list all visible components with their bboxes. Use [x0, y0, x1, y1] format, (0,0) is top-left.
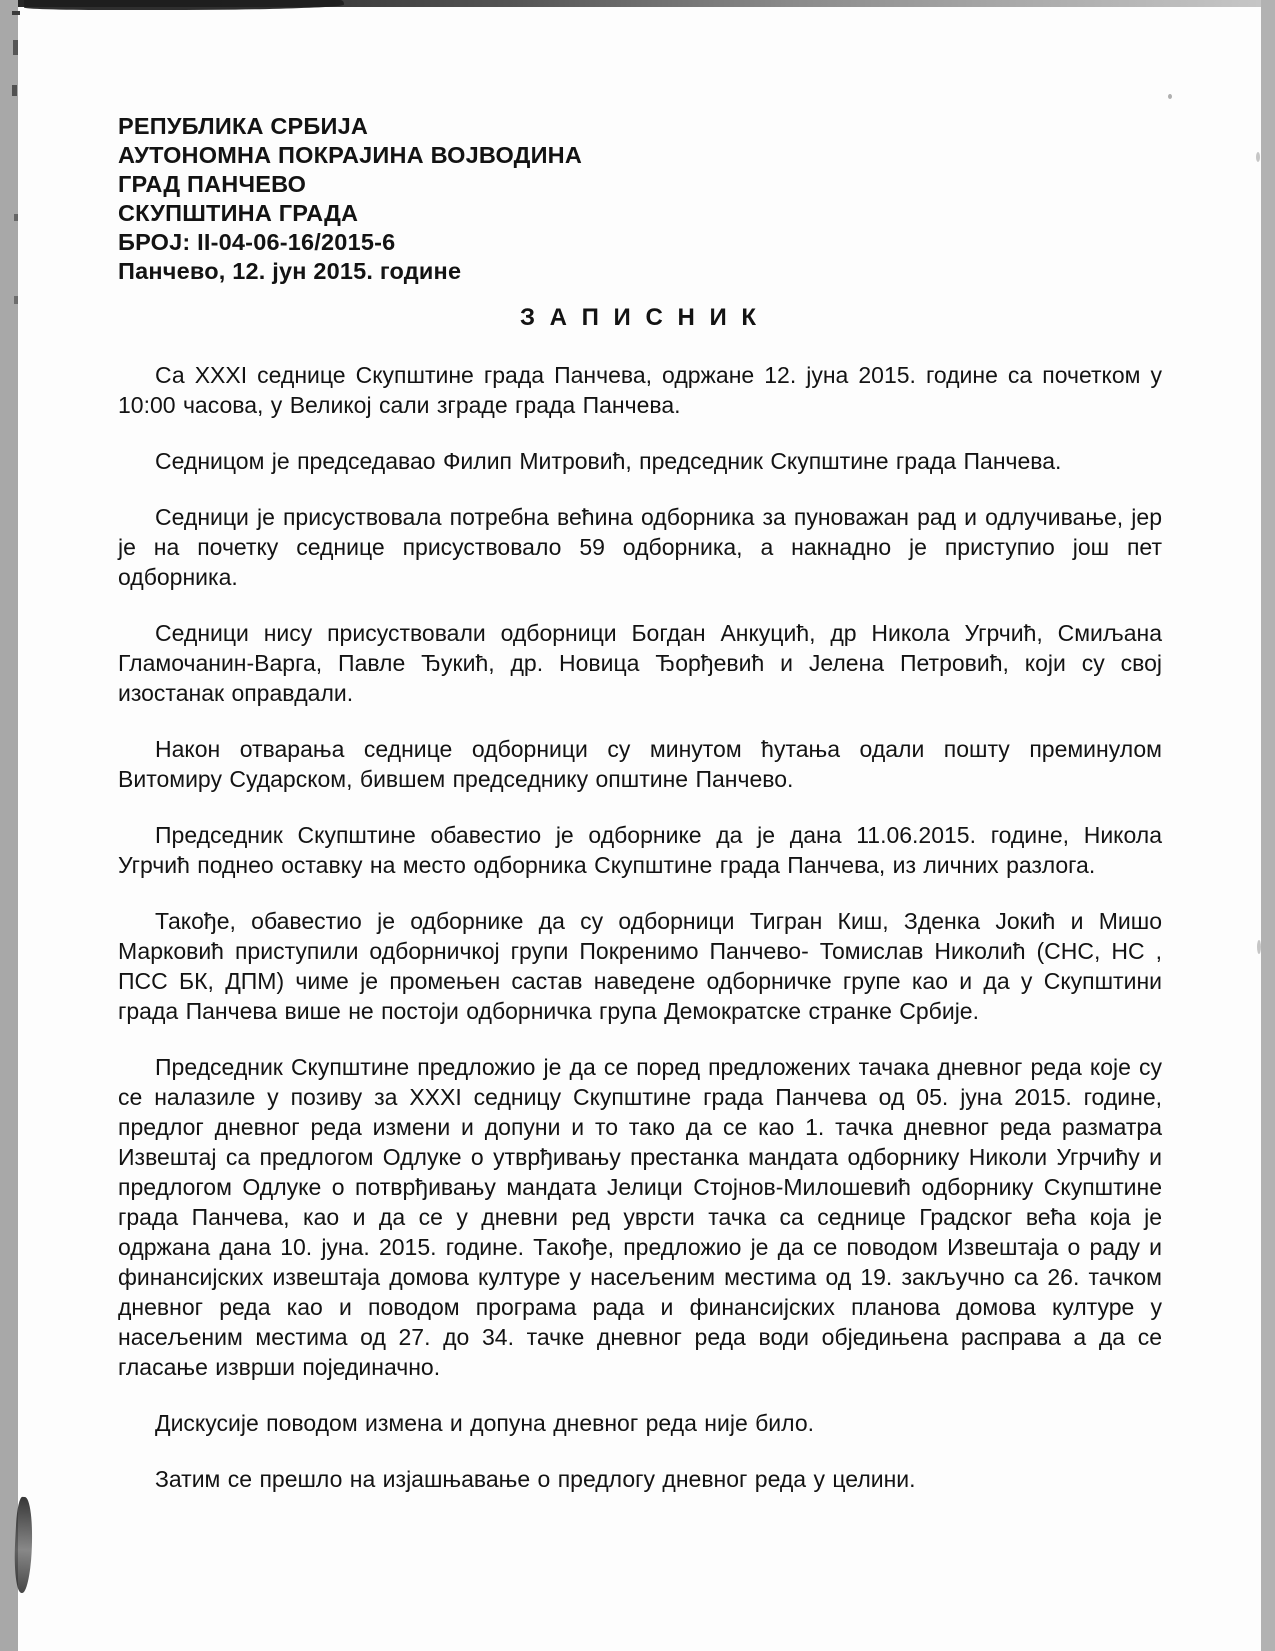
- scan-edge-left: [0, 0, 18, 1651]
- paragraph-moment-of-silence: Након отварања седнице одборници су минутом ћутања одали пошту преминулом Витомиру Сударском, бившем председнику општине Панчево.: [118, 736, 1162, 792]
- paragraph-absent-members: Седници нису присуствовали одборници Богдан Анкуцић, др Никола Угрчић, Смиљана Гламочанин-Варга, Павле Ђукић, др. Новица Ђорђевић и Јелена Петровић, који су свој изостанак оправдали.: [118, 620, 1162, 706]
- scan-speck: [1256, 152, 1260, 162]
- scan-speck: [14, 214, 18, 221]
- scan-edge-right: [1261, 0, 1275, 1651]
- letterhead-date-line: Панчево, 12. јун 2015. године: [118, 258, 462, 284]
- scan-speck: [1257, 940, 1261, 954]
- paragraph-quorum: Седници је присуствовала потребна већина одборника за пуноважан рад и одлучивање, јер је на почетку седнице присуствовало 59 одборника, а накнадно је приступио још пет одборника.: [118, 504, 1162, 590]
- paragraph-agenda-amendments: Председник Скупштине предложио је да се поред предложених тачака дневног реда које су се налазиле у позиву за XXXI седницу Скупштине града Панчева од 05. јуна 2015. године, предлог дневног реда измени и допуни и то тако да се као 1. тачка дневног реда разматра Извештај са предлогом Одлуке о утврђивању престанка мандата одборнику Николи Угрчићу и предлогом Одлуке о потврђивању мандата Јелици Стојнов-Милошевић одборнику Скупштине града Панчева, као и да се у дневни ред уврсти тачка са седнице Градског већа која је одржана дана 10. јуна. 2015. године. Такође, предложио је да се поводом Извештаја о раду и финансијских извештаја домова културе у насељеним местима од 19. закључно са 26. тачком дневног реда као и поводом програма рада и финансијских планова домова културе у насељеним местима од 27. до 34. тачке дневног реда води обједињена расправа а да се гласање изврши појединачно.: [118, 1054, 1162, 1380]
- scan-speck: [14, 296, 18, 304]
- scan-edge-top-blotch: [24, 0, 344, 10]
- document-body: [118, 360, 1162, 1494]
- paragraph-group-change-notice: Такође, обавестио је одборнике да су одборници Тигран Киш, Зденка Јокић и Мишо Марковић приступили одборничкој групи Покренимо Панчево- Томислав Николић (СНС, НС , ПСС БК, ДПМ) чиме је промењен састав наведене одборничке групе као и да у Скупштини града Панчева више не постоји одборничка група Демократске странке Србије.: [118, 908, 1162, 1024]
- scan-speck: [12, 11, 20, 15]
- scan-speck: [12, 85, 17, 96]
- paragraph-no-discussion: Дискусије поводом измена и допуна дневног реда није било.: [155, 1410, 815, 1436]
- paragraph-chairman: Седницом је председавао Филип Митровић, председник Скупштине града Панчева.: [155, 448, 1062, 474]
- letterhead-province: АУТОНОМНА ПОКРАЈИНА ВОЈВОДИНА: [118, 142, 583, 168]
- paragraph-vote-on-agenda: Затим се прешло на изјашњавање о предлогу дневног реда у целини.: [155, 1466, 916, 1492]
- letterhead-city: ГРАД ПАНЧЕВО: [118, 171, 307, 197]
- letterhead-republic: РЕПУБЛИКА СРБИЈА: [118, 113, 369, 139]
- letterhead-assembly: СКУПШТИНА ГРАДА: [118, 200, 359, 226]
- document-content: [118, 112, 1162, 1494]
- document-title: З А П И С Н И К: [519, 304, 761, 331]
- paragraph-session-info: Са XXXI седнице Скупштине града Панчева, одржане 12. јуна 2015. године са почетком у 10:00 часова, у Великој сали зграде града Панчева.: [118, 362, 1162, 418]
- letterhead: [118, 112, 1162, 286]
- letterhead-number: БРОЈ: II-04-06-16/2015-6: [118, 229, 396, 255]
- scan-speck: [13, 40, 18, 55]
- paragraph-resignation-notice: Председник Скупштине обавестио је одборнике да је дана 11.06.2015. године, Никола Угрчић поднео оставку на место одборника Скупштине града Панчева, из личних разлога.: [118, 822, 1162, 878]
- scan-speck: [1168, 94, 1172, 99]
